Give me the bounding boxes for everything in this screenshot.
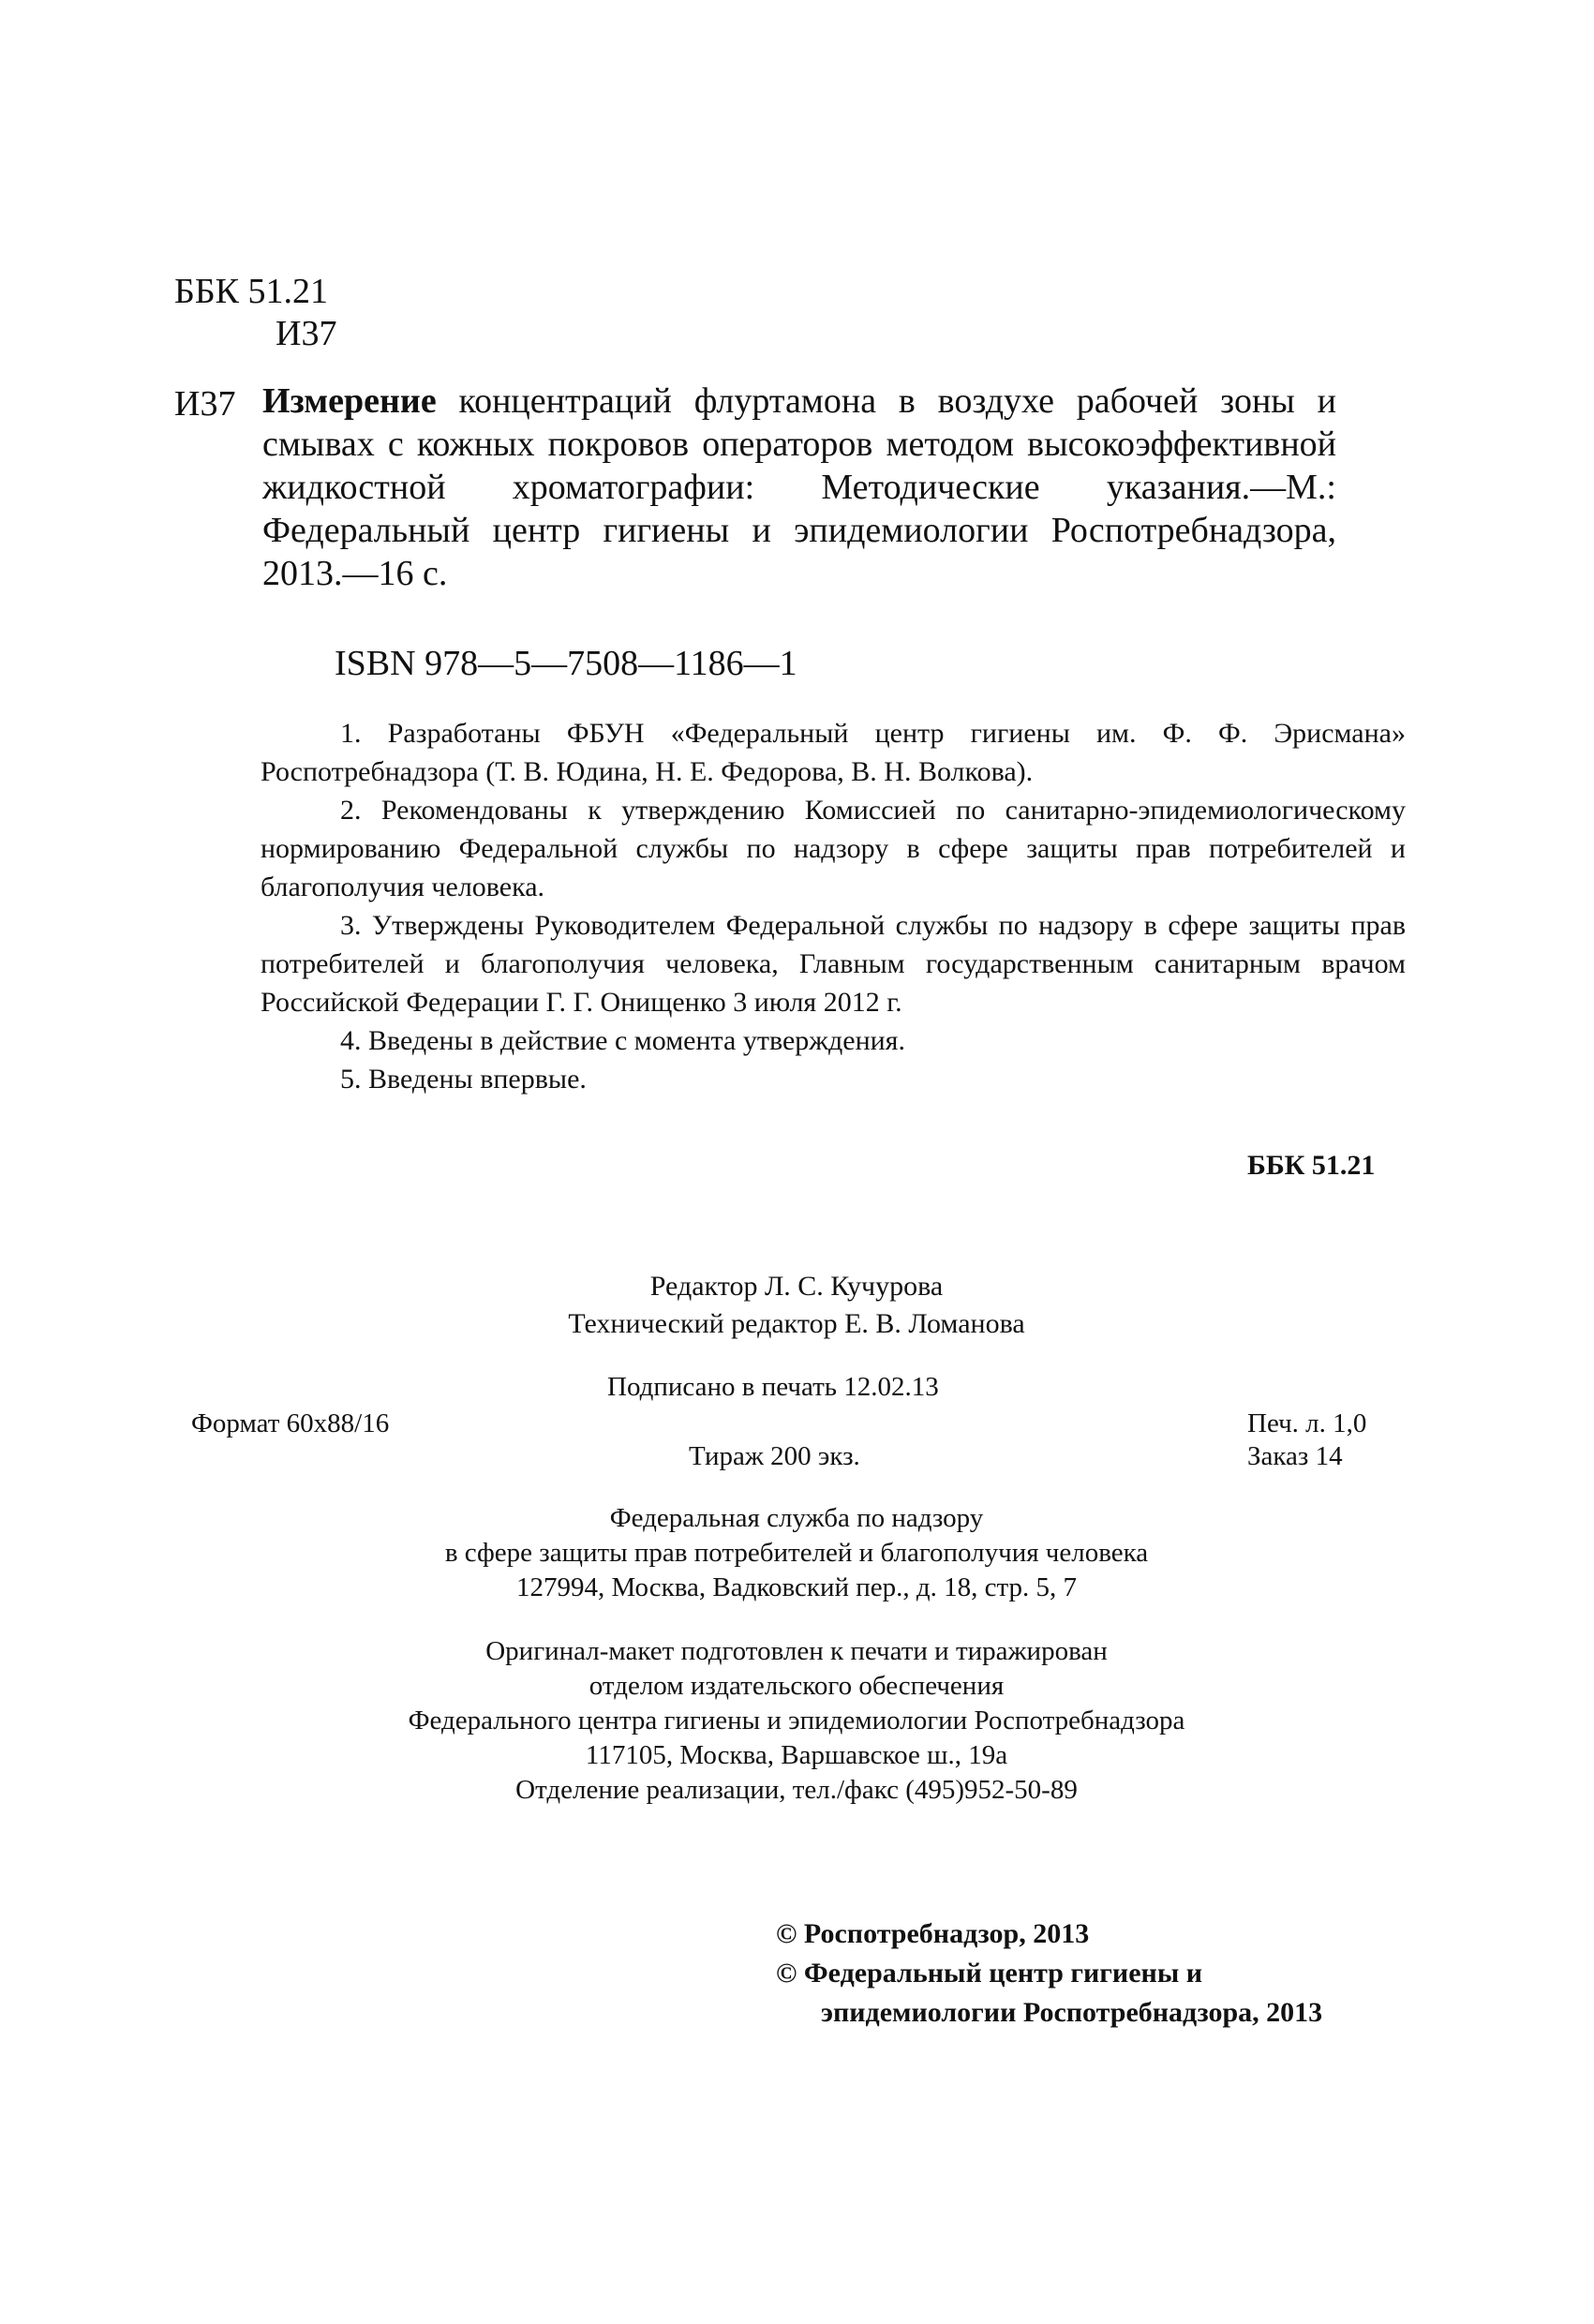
printer-line: Федерального центра гигиены и эпидемиологии Роспотребнадзора — [408, 1706, 1185, 1736]
entry-description: концентраций флуртамона в воздухе рабочей зоны и смывах с кожных покровов операторов методом высокоэффективной жидкостной хроматографии: Методические указания.—М.: Федеральный центр гигиены и эпидемиологии Роспотребнадзора, 2013.—16 с. — [262, 381, 1336, 593]
editors-block — [375, 1267, 1218, 1342]
bbk-code: ББК 51.21 — [174, 272, 328, 311]
editor: Редактор Л. С. Кучурова — [649, 1271, 944, 1302]
note-item: 3. Утверждены Руководителем Федеральной службы по надзору в сфере защиты прав потребителей и благополучия человека, Главным государственным санитарным врачом Российской Федерации Г. Г. Онищенко 3 июля 2012 г. — [261, 910, 1406, 1018]
entry-author-sign: И37 — [174, 384, 236, 424]
printer-block — [187, 1633, 1406, 1807]
bibliographic-entry — [262, 380, 1336, 595]
print-format: Формат 60x88/16 — [191, 1408, 390, 1438]
agency-line: Федеральная служба по надзору — [609, 1503, 984, 1533]
copyright-block — [776, 1914, 1322, 2033]
bbk-code-right: ББК 51.21 — [1247, 1150, 1376, 1181]
printed-sheets: Печ. л. 1,0 — [1247, 1408, 1367, 1438]
note-item: 4. Введены в действие с момента утверждения. — [340, 1025, 905, 1056]
entry-title-word: Измерение — [262, 381, 437, 421]
agency-block — [187, 1500, 1406, 1604]
print-run: Тираж 200 экз. — [689, 1441, 860, 1471]
bbk-author-sign: И37 — [276, 314, 337, 353]
copyright-line: эпидемиологии Роспотребнадзора, 2013 — [821, 1997, 1323, 2028]
printer-contact: Отделение реализации, тел./факс (495)952-50-89 — [515, 1775, 1078, 1805]
note-item: 2. Рекомендованы к утверждению Комиссией по санитарно-эпидемиологическому нормированию Федеральной службы по надзору в сфере защиты прав потребителей и благополучия человека. — [261, 795, 1406, 902]
copyright-line: © Роспотребнадзор, 2013 — [776, 1918, 1090, 1949]
technical-editor: Технический редактор Е. В. Ломанова — [568, 1308, 1025, 1339]
agency-line: в сфере защиты прав потребителей и благополучия человека — [444, 1538, 1149, 1568]
development-notes — [261, 714, 1406, 1098]
signed-for-print: Подписано в печать 12.02.13 — [607, 1372, 939, 1402]
order-number: Заказ 14 — [1247, 1441, 1343, 1471]
printer-line: Оригинал-макет подготовлен к печати и тиражирован — [485, 1636, 1108, 1666]
agency-address: 127994, Москва, Вадковский пер., д. 18, стр. 5, 7 — [515, 1572, 1078, 1602]
copyright-line: © Федеральный центр гигиены и — [776, 1958, 1203, 1989]
printer-address: 117105, Москва, Варшавское ш., 19а — [585, 1740, 1008, 1770]
note-item: 1. Разработаны ФБУН «Федеральный центр гигиены им. Ф. Ф. Эрисмана» Роспотребнадзора (Т. В. Юдина, Н. Е. Федорова, В. Н. Волкова). — [261, 718, 1406, 787]
note-item: 5. Введены впервые. — [340, 1064, 587, 1095]
printer-line: отделом издательского обеспечения — [588, 1671, 1005, 1701]
isbn: ISBN 978—5—7508—1186—1 — [335, 644, 797, 683]
